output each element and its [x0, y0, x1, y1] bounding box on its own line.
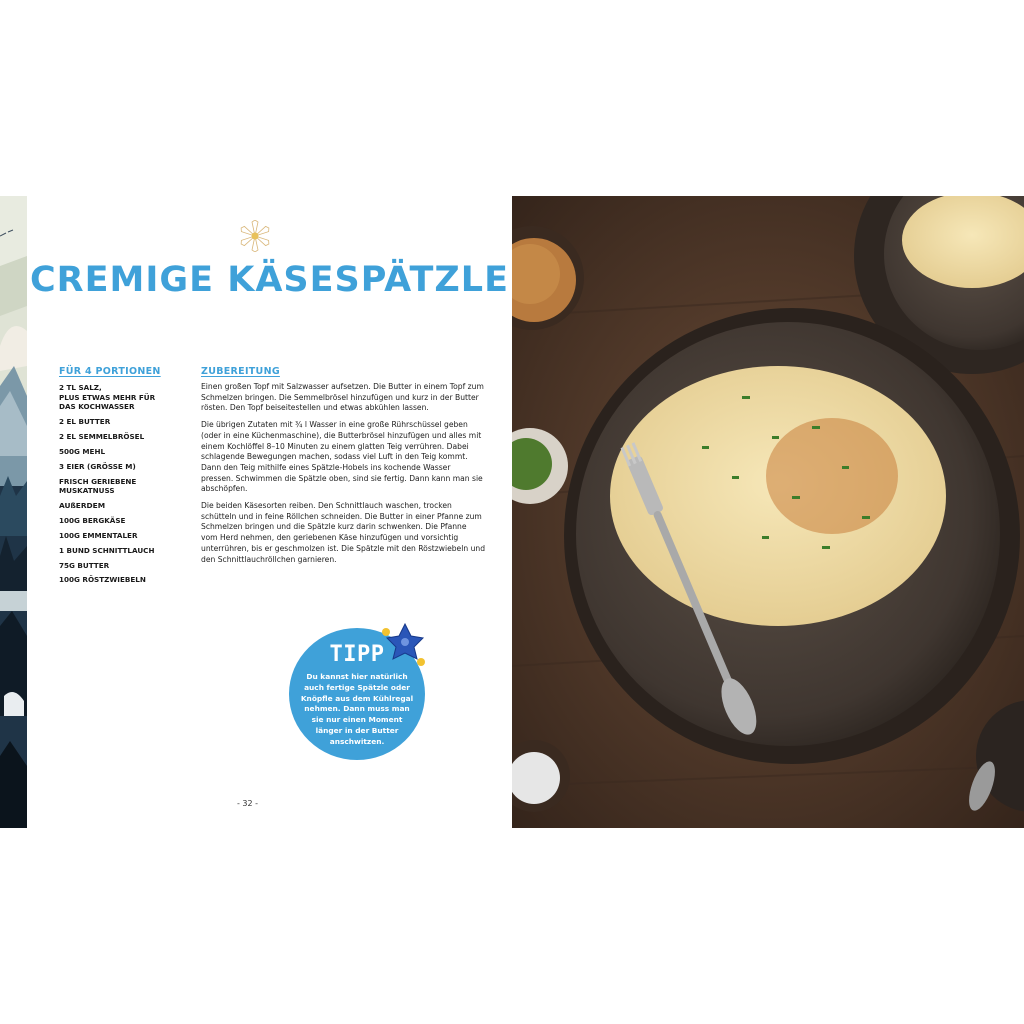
- ingredient-item: 2 TL SALZ, PLUS ETWAS MEHR FÜR DAS KOCHWASSER: [59, 383, 156, 412]
- recipe-title: CREMIGE KÄSESPÄTZLE: [29, 260, 510, 300]
- previous-page-illustration-strip: [0, 196, 27, 828]
- extra-ingredient-item: 100G EMMENTALER: [59, 530, 138, 540]
- gentian-flower-icon: [379, 618, 429, 670]
- extra-ingredient-item: 100G BERGKÄSE: [59, 515, 126, 525]
- extra-ingredient-item: 75G BUTTER: [59, 560, 110, 570]
- extra-ingredient-item: 100G RÖSTZWIEBELN: [59, 575, 146, 585]
- ingredients-heading: FÜR 4 PORTIONEN: [59, 366, 161, 377]
- tip-title: TIPP: [329, 642, 385, 667]
- ingredients-list: [59, 383, 169, 590]
- kaesespaetzle-photo: [512, 196, 1024, 828]
- preparation-paragraph: Einen großen Topf mit Salzwasser aufsetzen. Die Butter in einem Topf zum Schmelzen bringen. Die Semmelbrösel hinzufügen und kurz in der Butter rösten. Den Topf beiseitestellen und etwas abkühlen lassen.: [201, 382, 484, 413]
- preparation-paragraph: Die beiden Käsesorten reiben. Den Schnittlauch waschen, trocken schütteln und in feine Röllchen schneiden. Die Butter in einer Pfanne zum Schmelzen bringen und die Spätzle kurz darin schwenken. Die Pfanne vom Herd nehmen, den geriebenen Käse hinzufügen und vorsichtig unterrühren, bis er geschmolzen ist. Die Spätzle mit den Röstzwiebeln und den Schnittlauchröllchen garnieren.: [201, 501, 486, 564]
- ingredient-item: 2 EL SEMMELBRÖSEL: [59, 431, 145, 441]
- book-spread: [0, 196, 1024, 828]
- preparation-heading: ZUBEREITUNG: [201, 366, 280, 377]
- ingredient-item: 500G MEHL: [59, 446, 106, 456]
- ingredient-item: FRISCH GERIEBENE MUSKATNUSS: [59, 476, 137, 496]
- preparation-paragraph: Die übrigen Zutaten mit ¾ l Wasser in eine große Rührschüssel geben (oder in eine Küchenmaschine), die Butterbrösel hinzufügen und alles mit einem Kochlöffel 8–10 Minuten zu einem glatten Teig verrühren. Dabei schlagende Bewegungen machen, sodass viel Luft in den Teig kommt. Dann den Teig mithilfe eines Spätzle-Hobels ins kochende Wasser pressen. Schwimmen die Spätzle oben, sind sie fertig. Dann kann man sie abschöpfen.: [201, 420, 483, 494]
- ingredient-item: 3 EIER (GRÖSSE M): [59, 461, 136, 471]
- extra-ingredient-item: 1 BUND SCHNITTLAUCH: [59, 545, 155, 555]
- preparation-text: [201, 382, 485, 571]
- page-number: - 32 -: [237, 799, 259, 808]
- extra-ingredients-heading: AUßERDEM: [59, 501, 106, 511]
- edelweiss-icon: [235, 220, 275, 252]
- ingredient-item: 2 EL BUTTER: [59, 417, 111, 427]
- tip-text: Du kannst hier natürlich auch fertige Spätzle oder Knöpfle aus dem Kühlregal nehmen. Dann muss man sie nur einen Moment länger in der Butter anschwitzen.: [300, 672, 414, 746]
- recipe-page: [27, 196, 512, 828]
